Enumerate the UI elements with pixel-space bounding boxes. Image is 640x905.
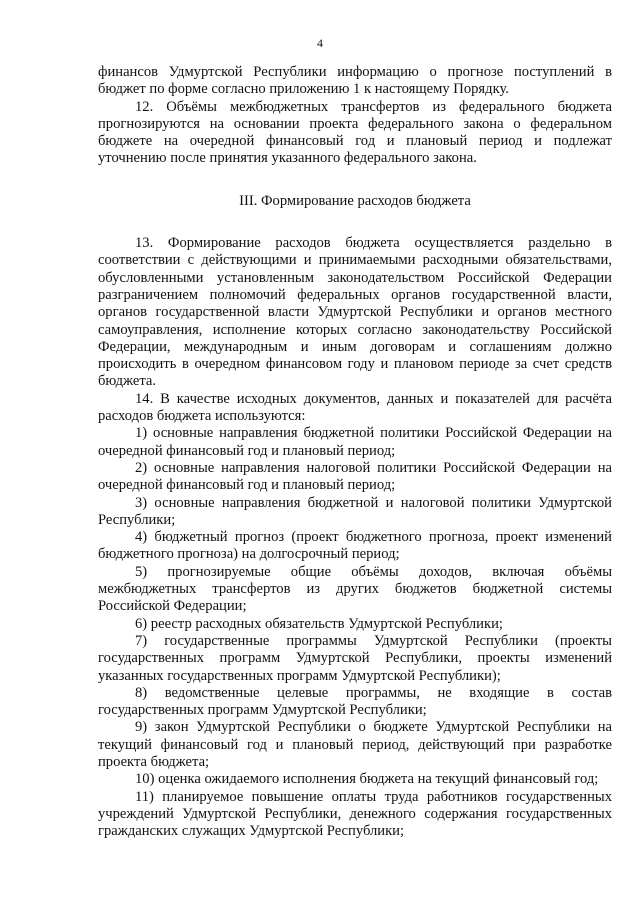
list-item-2: 2) основные направления налоговой политики Российской Федерации на очередной финансовый год и плановый период; [98, 459, 612, 494]
list-item-8: 8) ведомственные целевые программы, не входящие в состав государственных программ Удмуртской Республики; [98, 684, 612, 719]
list-item-5: 5) прогнозируемые общие объёмы доходов, включая объёмы межбюджетных трансфертов из других бюджетов бюджетной системы Российской Федерации; [98, 563, 612, 615]
list-item-7: 7) государственные программы Удмуртской Республики (проекты государственных программ Удмуртской Республики, проекты изменений указанных государственных программ Удмуртской Республики); [98, 632, 612, 684]
list-item-11: 11) планируемое повышение оплаты труда работников государственных учреждений Удмуртской Республики, денежного содержания государственных гражданских служащих Удмуртской Республики; [98, 788, 612, 840]
section-title: III. Формирование расходов бюджета [239, 192, 471, 209]
paragraph-13: 13. Формирование расходов бюджета осуществляется раздельно в соответствии с действующими и принимаемыми расходными обязательствами, обусловленными установленным законодательством Российской Федерации разграничением полномочий федеральных органов государственной власти, органов государственной власти Удмуртской Республики и органов местного самоуправления, исполнение которых согласно законодательству Российской Федерации, международным и иным договорам и соглашениям должно происходить в очередном финансовом году и плановом периоде за счет средств бюджета. [98, 235, 612, 390]
page-number: 4 [317, 36, 323, 50]
document-body [98, 64, 612, 840]
list-item-1: 1) основные направления бюджетной политики Российской Федерации на очередной финансовый год и плановый период; [98, 425, 612, 459]
paragraph-14: 14. В качестве исходных документов, данных и показателей для расчёта расходов бюджета используются: [98, 390, 612, 425]
list-item-10: 10) оценка ожидаемого исполнения бюджета на текущий финансовый год; [135, 771, 599, 788]
paragraph-continuation: финансов Удмуртской Республики информацию о прогнозе поступлений в бюджет по форме согласно приложению 1 к настоящему Порядку. [98, 64, 612, 98]
paragraph-12: 12. Объёмы межбюджетных трансфертов из федерального бюджета прогнозируются на основании проекта федерального закона о федеральном бюджете на очередной финансовый год и плановый период и подлежат уточнению после принятия указанного федерального закона. [98, 98, 612, 167]
list-item-4: 4) бюджетный прогноз (проект бюджетного прогноза, проект изменений бюджетного прогноза) на долгосрочный период; [98, 529, 612, 563]
list-item-9: 9) закон Удмуртской Республики о бюджете Удмуртской Республики на текущий финансовый год и плановый период, действующий при разработке проекта бюджета; [98, 719, 612, 770]
list-item-3: 3) основные направления бюджетной и налоговой политики Удмуртской Республики; [98, 494, 612, 528]
list-item-6: 6) реестр расходных обязательств Удмуртской Республики; [135, 615, 503, 632]
